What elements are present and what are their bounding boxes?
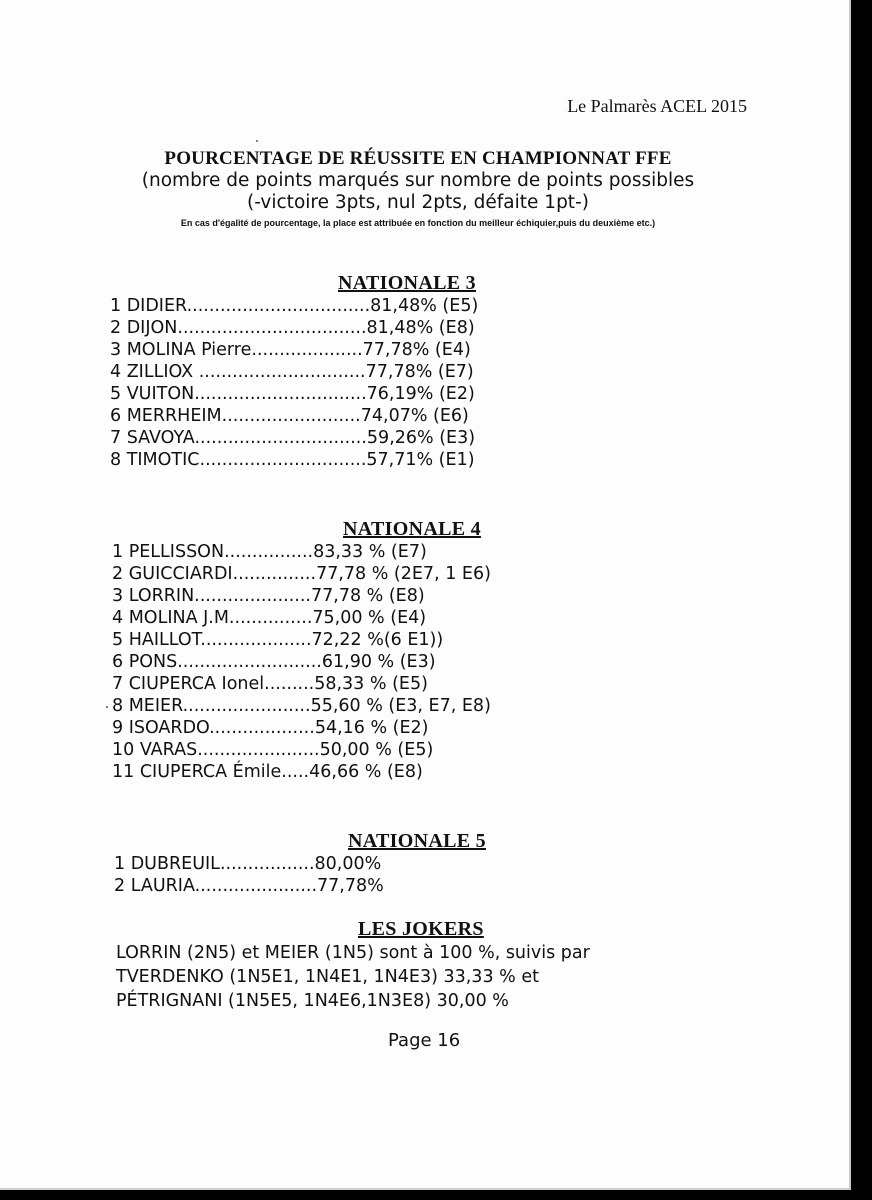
ranking-row: [110, 317, 478, 339]
percentage-value: 75,00 % (E4): [312, 608, 427, 628]
section-title: NATIONALE 3: [338, 272, 476, 294]
dot-leader: ...............................: [194, 428, 367, 448]
dot-leader: ....................: [200, 630, 312, 650]
player-name: 10 VARAS: [112, 740, 198, 760]
player-name: 7 SAVOYA: [110, 428, 195, 448]
dot-leader: ....................: [251, 340, 363, 360]
stray-mark: [256, 140, 258, 142]
percentage-value: 58,33 % (E5): [314, 674, 428, 694]
percentage-value: 76,19% (E2): [366, 384, 475, 404]
ranking-row: [112, 629, 491, 651]
percentage-value: 81,48% (E5): [370, 296, 479, 316]
ranking-list: [110, 295, 478, 471]
ranking-list: [112, 541, 491, 783]
ranking-row: [112, 585, 491, 607]
percentage-value: 77,78% (E4): [362, 340, 471, 360]
player-name: 8 MEIER: [112, 696, 183, 716]
dot-leader: .................: [219, 854, 315, 874]
player-name: 2 DIJON: [110, 318, 178, 338]
percentage-value: 61,90 % (E3): [321, 652, 436, 672]
subtitle-scoring: (-victoire 3pts, nul 2pts, défaite 1pt-): [247, 192, 589, 213]
jokers-line: LORRIN (2N5) et MEIER (1N5) sont à 100 %, suivis par: [116, 943, 590, 963]
page-title: POURCENTAGE DE RÉUSSITE EN CHAMPIONNAT FFE: [164, 148, 672, 169]
player-name: 7 CIUPERCA Ionel: [112, 674, 265, 694]
ranking-row: [110, 295, 478, 317]
player-name: 9 ISOARDO: [112, 718, 210, 738]
header-title: Le Palmarès ACEL 2015: [567, 96, 747, 116]
dot-leader: .......................: [182, 696, 311, 716]
ranking-row: [110, 339, 478, 361]
ranking-row: [110, 361, 478, 383]
percentage-value: 77,78% (E7): [365, 362, 474, 382]
dot-leader: ...................: [209, 718, 315, 738]
percentage-value: 72,22 %(6 E1)): [311, 630, 444, 650]
section-title: NATIONALE 5: [348, 830, 486, 852]
player-name: 8 TIMOTIC: [110, 450, 200, 470]
percentage-value: 59,26% (E3): [366, 428, 476, 448]
page-number: Page 16: [388, 1030, 461, 1051]
ranking-row: [114, 853, 486, 875]
dot-leader: .................................: [186, 296, 371, 316]
dot-leader: ...............................: [194, 384, 367, 404]
section-title: LES JOKERS: [358, 918, 484, 940]
ranking-row: [110, 383, 478, 405]
subtitle-line: (nombre de points marqués sur nombre de points possibles: [141, 170, 695, 191]
section-nationale-5: [114, 830, 486, 897]
ranking-row: [112, 695, 491, 717]
percentage-value: 74,07% (E6): [360, 406, 469, 426]
player-name: 6 MERRHEIM: [110, 406, 222, 426]
percentage-value: 50,00 % (E5): [319, 740, 434, 760]
ranking-row: [112, 563, 491, 585]
player-name: 11 CIUPERCA Émile: [112, 762, 282, 782]
player-name: 3 LORRIN: [112, 586, 195, 606]
title-block: [108, 148, 728, 228]
dot-leader: .........................: [221, 406, 361, 426]
player-name: 6 PONS: [112, 652, 178, 672]
dot-leader: ......................: [197, 740, 320, 760]
percentage-value: 81,48% (E8): [366, 318, 475, 338]
ranking-row: [110, 427, 478, 449]
player-name: 1 DUBREUIL: [114, 854, 220, 874]
ranking-row: [112, 607, 491, 629]
ranking-row: [112, 673, 491, 695]
jokers-line: PÉTRIGNANI (1N5E5, 1N4E6,1N3E8) 30,00 %: [116, 991, 509, 1011]
section-nationale-4: [112, 518, 491, 783]
percentage-value: 57,71% (E1): [366, 450, 475, 470]
section-jokers: [116, 918, 590, 1013]
dot-leader: ..............................: [198, 362, 366, 382]
percentage-value: 77,78 % (2E7, 1 E6): [316, 564, 491, 584]
percentage-value: 80,00%: [314, 854, 382, 874]
ranking-row: [110, 449, 478, 471]
percentage-value: 83,33 % (E7): [313, 542, 427, 562]
player-name: 1 PELLISSON: [112, 542, 225, 562]
section-nationale-3: [110, 272, 478, 471]
percentage-value: 77,78%: [317, 876, 384, 896]
ranking-row: [112, 651, 491, 673]
dot-leader: ................: [224, 542, 314, 562]
tie-break-note: En cas d'égalité de pourcentage, la place est attribuée en fonction du meilleur échiquier,puis du deuxième etc.): [180, 218, 656, 228]
dot-leader: ...............: [232, 564, 317, 584]
player-name: 5 HAILLOT: [112, 630, 201, 650]
dot-leader: ......................: [194, 876, 318, 896]
percentage-value: 77,78 % (E8): [311, 586, 425, 606]
ranking-row: [110, 405, 478, 427]
ranking-row: [112, 541, 491, 563]
ranking-row: [114, 875, 486, 897]
player-name: 3 MOLINA Pierre: [110, 340, 252, 360]
dot-leader: .........: [264, 674, 315, 694]
percentage-value: 55,60 % (E3, E7, E8): [310, 696, 491, 716]
jokers-line: TVERDENKO (1N5E1, 1N4E1, 1N4E3) 33,33 % et: [116, 967, 539, 987]
dot-leader: ..................................: [177, 318, 367, 338]
dot-leader: ..............: [234, 608, 313, 628]
ranking-row: [112, 761, 491, 783]
stray-mark: [106, 706, 108, 708]
player-name: 4 MOLINA J.M.: [112, 608, 235, 628]
percentage-value: 46,66 % (E8): [309, 762, 423, 782]
percentage-value: 54,16 % (E2): [314, 718, 429, 738]
ranking-row: [112, 717, 491, 739]
player-name: 2 GUICCIARDI: [112, 564, 233, 584]
dot-leader: .....................: [194, 586, 311, 606]
dot-leader: .....: [281, 762, 310, 782]
player-name: 1 DIDIER: [110, 296, 187, 316]
section-title: NATIONALE 4: [343, 518, 481, 540]
dot-leader: ..........................: [177, 652, 322, 672]
dot-leader: ..............................: [199, 450, 367, 470]
player-name: 2 LAURIA: [114, 876, 195, 896]
player-name: 4 ZILLIOX: [110, 362, 199, 382]
player-name: 5 VUITON: [110, 384, 195, 404]
ranking-list: [114, 853, 486, 897]
ranking-row: [112, 739, 491, 761]
